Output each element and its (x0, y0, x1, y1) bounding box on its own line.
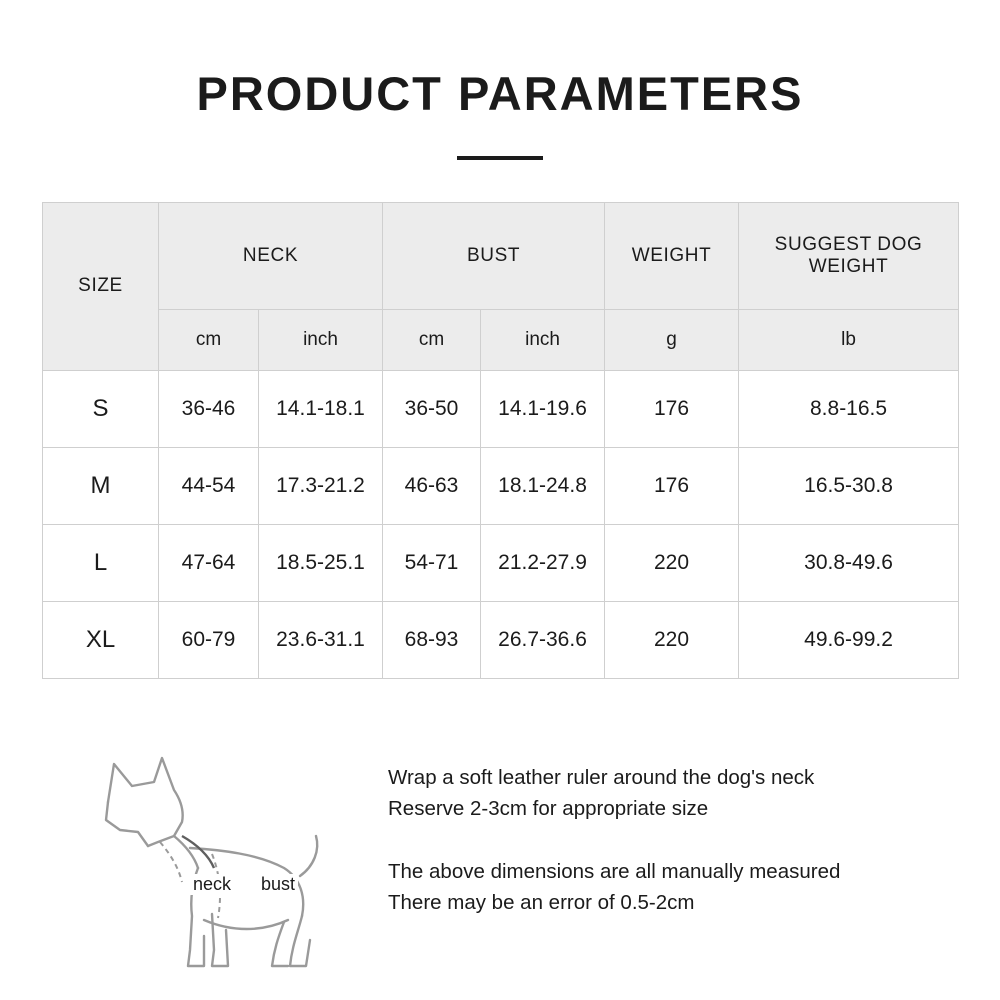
cell-weight-g: 176 (605, 370, 739, 447)
table-header-row-groups (43, 202, 959, 309)
cell-bust-cm: 68-93 (383, 601, 481, 678)
cell-bust-inch: 21.2-27.9 (481, 524, 605, 601)
cell-suggest-lb: 16.5-30.8 (739, 447, 959, 524)
unit-bust-inch: inch (481, 309, 605, 370)
cell-bust-cm: 36-50 (383, 370, 481, 447)
note-line-2: Reserve 2-3cm for appropriate size (388, 797, 709, 820)
cell-size: L (43, 524, 159, 601)
cell-weight-g: 176 (605, 447, 739, 524)
dog-measurement-diagram (62, 750, 362, 980)
unit-neck-inch: inch (259, 309, 383, 370)
cell-neck-cm: 60-79 (159, 601, 259, 678)
cell-bust-inch: 14.1-19.6 (481, 370, 605, 447)
cell-bust-inch: 26.7-36.6 (481, 601, 605, 678)
cell-bust-cm: 54-71 (383, 524, 481, 601)
size-chart-container (42, 202, 958, 679)
note-line-4: There may be an error of 0.5-2cm (388, 891, 695, 914)
title-divider (457, 156, 543, 160)
note-paragraph-1 (388, 762, 958, 824)
dog-outline-icon (62, 750, 362, 980)
unit-suggest-lb: lb (739, 309, 959, 370)
cell-size: M (43, 447, 159, 524)
cell-neck-cm: 36-46 (159, 370, 259, 447)
header-weight: WEIGHT (605, 202, 739, 309)
header-size: SIZE (43, 202, 159, 370)
table-row (43, 524, 959, 601)
cell-neck-inch: 18.5-25.1 (259, 524, 383, 601)
note-paragraph-2 (388, 856, 958, 918)
header-suggest-dog-weight: SUGGEST DOG WEIGHT (739, 202, 959, 309)
diagram-label-bust: bust (258, 874, 298, 895)
cell-suggest-lb: 8.8-16.5 (739, 370, 959, 447)
size-chart-table (42, 202, 959, 679)
cell-suggest-lb: 30.8-49.6 (739, 524, 959, 601)
note-line-3: The above dimensions are all manually measured (388, 860, 841, 883)
cell-size: XL (43, 601, 159, 678)
cell-weight-g: 220 (605, 524, 739, 601)
cell-bust-cm: 46-63 (383, 447, 481, 524)
table-row (43, 370, 959, 447)
cell-neck-inch: 14.1-18.1 (259, 370, 383, 447)
cell-neck-inch: 23.6-31.1 (259, 601, 383, 678)
unit-neck-cm: cm (159, 309, 259, 370)
page-title: PRODUCT PARAMETERS (196, 67, 804, 120)
measurement-notes (388, 762, 958, 918)
table-row (43, 601, 959, 678)
header-bust: BUST (383, 202, 605, 309)
cell-neck-cm: 44-54 (159, 447, 259, 524)
cell-neck-inch: 17.3-21.2 (259, 447, 383, 524)
table-row (43, 447, 959, 524)
cell-suggest-lb: 49.6-99.2 (739, 601, 959, 678)
cell-neck-cm: 47-64 (159, 524, 259, 601)
cell-bust-inch: 18.1-24.8 (481, 447, 605, 524)
note-line-1: Wrap a soft leather ruler around the dog's neck (388, 766, 815, 789)
cell-weight-g: 220 (605, 601, 739, 678)
table-header-row-units (43, 309, 959, 370)
diagram-label-neck: neck (190, 874, 234, 895)
unit-bust-cm: cm (383, 309, 481, 370)
measurement-guide-section (0, 740, 1000, 1000)
cell-size: S (43, 370, 159, 447)
header-neck: NECK (159, 202, 383, 309)
unit-weight-g: g (605, 309, 739, 370)
